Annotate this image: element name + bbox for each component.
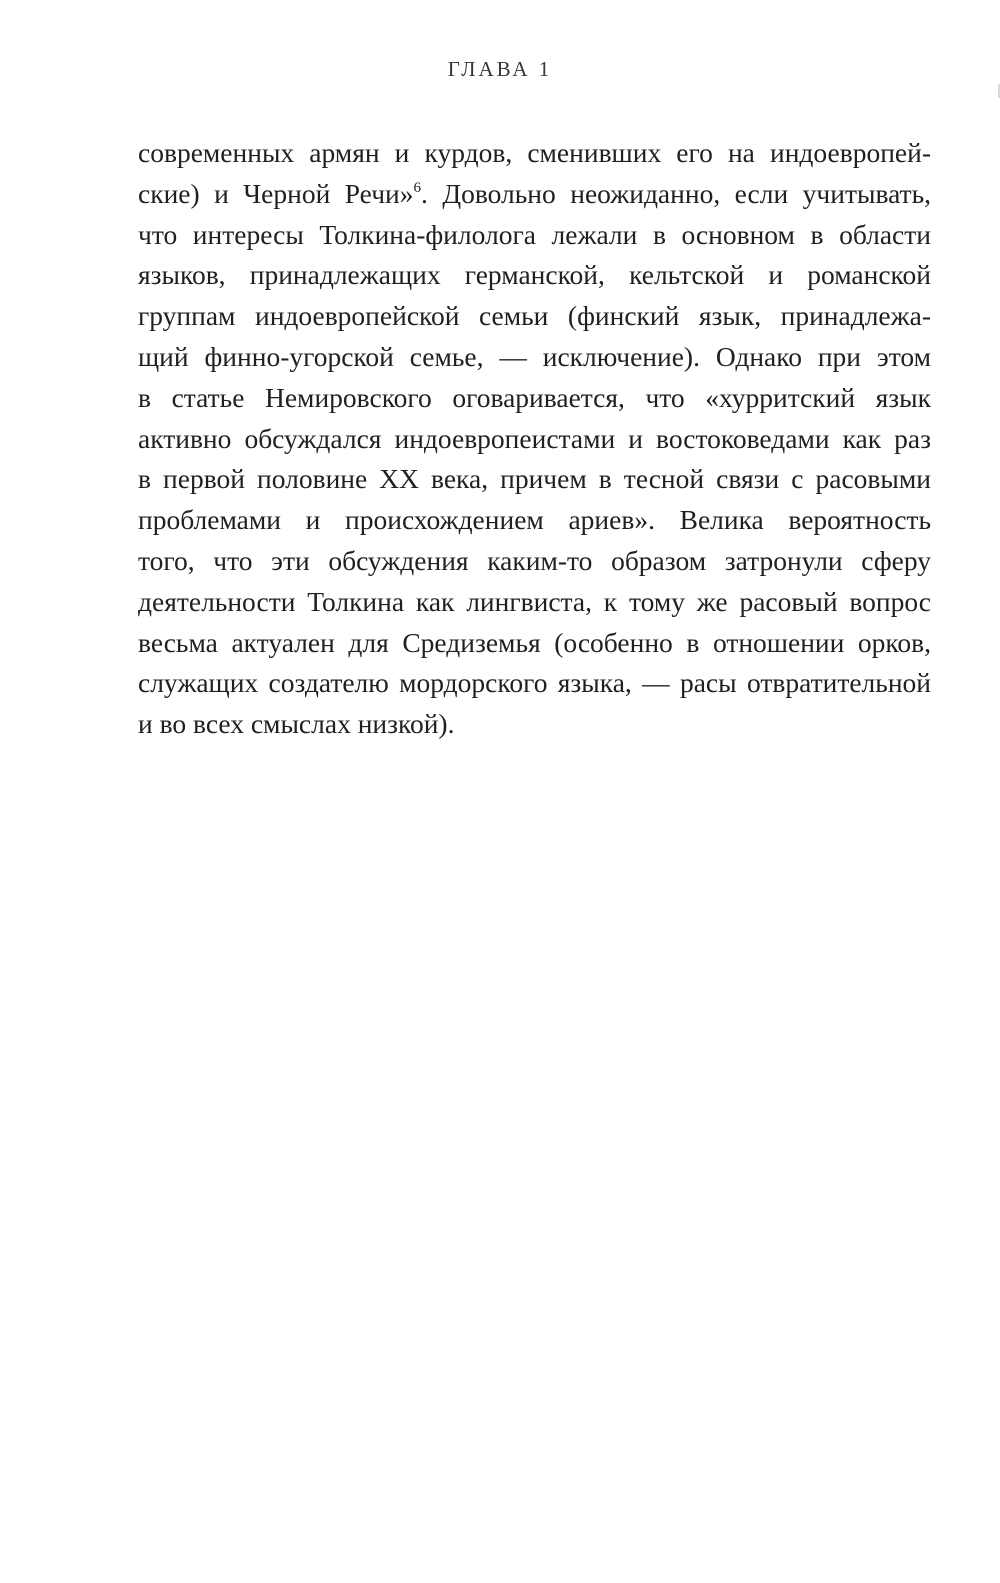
text-line: в первой половине XX века, причем в тесной связи с расовыми bbox=[138, 463, 931, 495]
running-head: ГЛАВА 1 bbox=[447, 57, 553, 81]
text-line: служащих создателю мордорского языка, — расы отвратительной bbox=[138, 667, 931, 699]
text-line: в статье Немировского оговаривается, что «хурритский язык bbox=[138, 381, 931, 413]
text-line: и во всех смыслах низкой). bbox=[138, 708, 455, 740]
text-line: весьма актуален для Средиземья (особенно в отношении орков, bbox=[138, 626, 931, 658]
text-line bbox=[138, 174, 931, 215]
body-text bbox=[138, 133, 931, 745]
text-line: активно обсуждался индоевропеистами и востоковедами как раз bbox=[138, 422, 931, 454]
text-line: группам индоевропейской семьи (финский язык, принадлежа- bbox=[138, 300, 931, 332]
text-line: деятельности Толкина как лингвиста, к тому же расовый вопрос bbox=[138, 585, 931, 617]
text-segment: . Довольно неожиданно, если учитывать, bbox=[421, 177, 931, 209]
text-line: проблемами и происхождением ариев». Велика вероятность bbox=[138, 504, 931, 536]
footnote-reference[interactable]: 6 bbox=[413, 179, 422, 196]
text-segment: ские) и Черной Речи» bbox=[138, 177, 414, 209]
text-line: языков, принадлежащих германской, кельтской и романской bbox=[138, 259, 931, 291]
text-line: современных армян и курдов, сменивших его на индоевропей- bbox=[138, 137, 931, 168]
text-line: что интересы Толкина-филолога лежали в основном в области bbox=[138, 218, 931, 250]
text-line: того, что эти обсуждения каким-то образом затронули сферу bbox=[138, 544, 931, 576]
text-line: щий финно-угорской семье, — исключение). Однако при этом bbox=[138, 340, 931, 372]
